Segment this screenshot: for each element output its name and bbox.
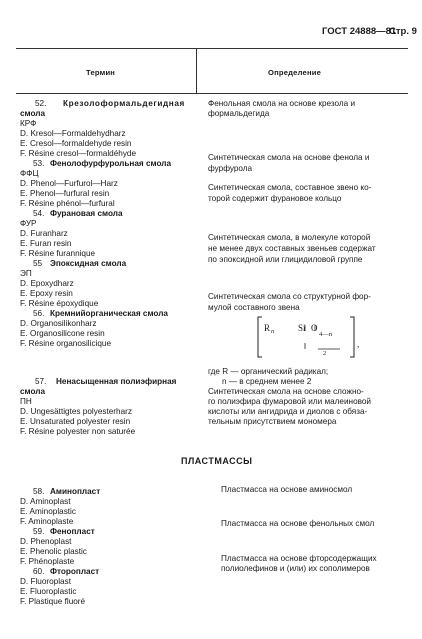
- definition-line: формальдегида: [208, 109, 270, 118]
- term-german-60: D. Fluoroplast: [20, 577, 71, 586]
- term-name-continued: смола: [20, 109, 46, 118]
- column-header-term: Термин: [86, 68, 116, 77]
- table-column-divider: [196, 48, 197, 93]
- page-number: Стр. 9: [389, 26, 417, 37]
- term-number: 58.: [33, 487, 45, 496]
- term-french: F. Résine furannique: [20, 249, 96, 258]
- term-english: E. Phenol—furfural resin: [20, 189, 110, 198]
- definition-line: Пластмасса на основе аминосмол: [221, 485, 353, 494]
- term-number: 59.: [33, 527, 45, 536]
- table-top-rule: [16, 48, 408, 49]
- term-german: D. Phenoplast: [20, 537, 72, 546]
- term-english: E. Unsaturated polyester resin: [20, 417, 131, 426]
- term-number: 55: [33, 259, 43, 268]
- term-french: F. Résine époxydique: [20, 299, 99, 308]
- term-english: E. Cresol—formaldehyde resin: [20, 139, 132, 148]
- term-german: D. Kresol—Formaldehydharz: [20, 129, 126, 138]
- definition-line: тельным присутствием мономера: [208, 417, 337, 426]
- term-english: E. Furan resin: [20, 239, 72, 248]
- term-english: E. Organosilicone resin: [20, 329, 105, 338]
- term-name: Фенолофурфурольная смола: [50, 159, 172, 168]
- section-title: ПЛАСТМАССЫ: [181, 456, 253, 466]
- definition-line: полиолефинов и (или) их сополимеров: [221, 564, 370, 573]
- term-number: 52.: [35, 99, 47, 108]
- term-english: E. Aminoplastic: [20, 507, 76, 516]
- term-german: D. Phenol—Furfurol—Harz: [20, 179, 118, 188]
- definition-line: торой содержит фурановое кольцо: [208, 194, 342, 203]
- term-french: F. Aminoplaste: [20, 517, 74, 526]
- term-french: F. Phénoplaste: [20, 557, 75, 566]
- definition-line: Пластмасса на основе фторсодержащих: [221, 554, 377, 563]
- term-abbreviation: КРФ: [20, 119, 37, 128]
- term-french: F. Résine polyester non saturée: [20, 427, 136, 436]
- formula-subscript-n: n: [271, 328, 275, 335]
- term-german: D. Aminoplast: [20, 497, 71, 506]
- definition-line: Синтетическая смола на основе фенола и: [208, 153, 370, 162]
- definition-line: по эпоксидной или глицидиловой группе: [208, 255, 363, 264]
- gost-number: ГОСТ 24888—81: [322, 26, 397, 37]
- term-name: Крезолоформальдегидная: [63, 99, 185, 108]
- formula-brackets: [256, 313, 376, 363]
- definition-line: где R — органический радикал;: [208, 367, 329, 376]
- term-name: Фторопласт: [50, 567, 100, 576]
- column-header-definition: Определение: [268, 68, 322, 77]
- term-number: 57.: [35, 377, 47, 386]
- definition-line: Синтетическая смола, в молекуле которой: [208, 233, 371, 242]
- term-name-continued: смола: [20, 387, 46, 396]
- svg-text:,: ,: [357, 339, 360, 349]
- term-french: F. Plastique fluoré: [20, 597, 86, 606]
- definition-line: го полиэфира фумаровой или малеиновой: [208, 397, 372, 406]
- definition-line: Синтетическая смола на основе сложно-: [208, 387, 364, 396]
- term-name: Кремнийорганическая смола: [50, 309, 168, 318]
- term-english: E. Fluoroplastic: [20, 587, 77, 596]
- definition-line: мулой составного звена: [208, 303, 300, 312]
- formula-o: O: [311, 323, 318, 333]
- term-number: 53.: [33, 159, 45, 168]
- term-abbreviation: ПН: [20, 397, 32, 406]
- term-german: D. Epoxydharz: [20, 279, 74, 288]
- term-french: F. Résine organosilicique: [20, 339, 112, 348]
- definition-line: Фенольная смола на основе крезола и: [208, 99, 356, 108]
- term-abbreviation: ФФЦ: [20, 169, 39, 178]
- term-name: Эпоксидная смола: [50, 259, 127, 268]
- term-english: E. Epoxy resin: [20, 289, 73, 298]
- definition-line: фурфурола: [208, 164, 253, 173]
- definition-line: кислоты или ангидрида и диолов с обяза-: [208, 407, 368, 416]
- term-german: D. Furanharz: [20, 229, 68, 238]
- term-name: Фурановая смола: [50, 209, 123, 218]
- term-number: 60.: [33, 567, 45, 576]
- term-abbreviation: ФУР: [20, 219, 37, 228]
- definition-line: Синтетическая смола, составное звено ко-: [208, 183, 372, 192]
- term-english: E. Phenolic plastic: [20, 547, 87, 556]
- term-name: Ненасыщенная полиэфирная: [56, 377, 177, 386]
- formula-denominator: 2: [323, 350, 327, 357]
- definition-line: Синтетическая смола со структурной фор-: [208, 292, 371, 301]
- table-header-rule: [16, 93, 408, 94]
- definition-line: не менее двух составных звеньев содержат: [208, 244, 376, 253]
- term-french: F. Résine phénol—furfural: [20, 199, 115, 208]
- term-german: D. Ungesättigtes polyesterharz: [20, 407, 132, 416]
- definition-line: Пластмасса на основе фенольных смол: [221, 519, 375, 528]
- formula-r: R: [264, 323, 271, 333]
- definition-line: n — в среднем менее 2: [222, 377, 312, 386]
- formula-si: Si: [298, 323, 306, 333]
- term-name: Фенопласт: [50, 527, 95, 536]
- term-abbreviation: ЭП: [20, 269, 32, 278]
- term-number: 56.: [33, 309, 45, 318]
- term-name: Аминопласт: [50, 487, 101, 496]
- term-german: D. Organosilikonharz: [20, 319, 97, 328]
- term-french: F. Résine cresol—formaldéhyde: [20, 149, 137, 158]
- formula-subscript-o: 4—n: [319, 331, 332, 338]
- term-number: 54.: [33, 209, 45, 218]
